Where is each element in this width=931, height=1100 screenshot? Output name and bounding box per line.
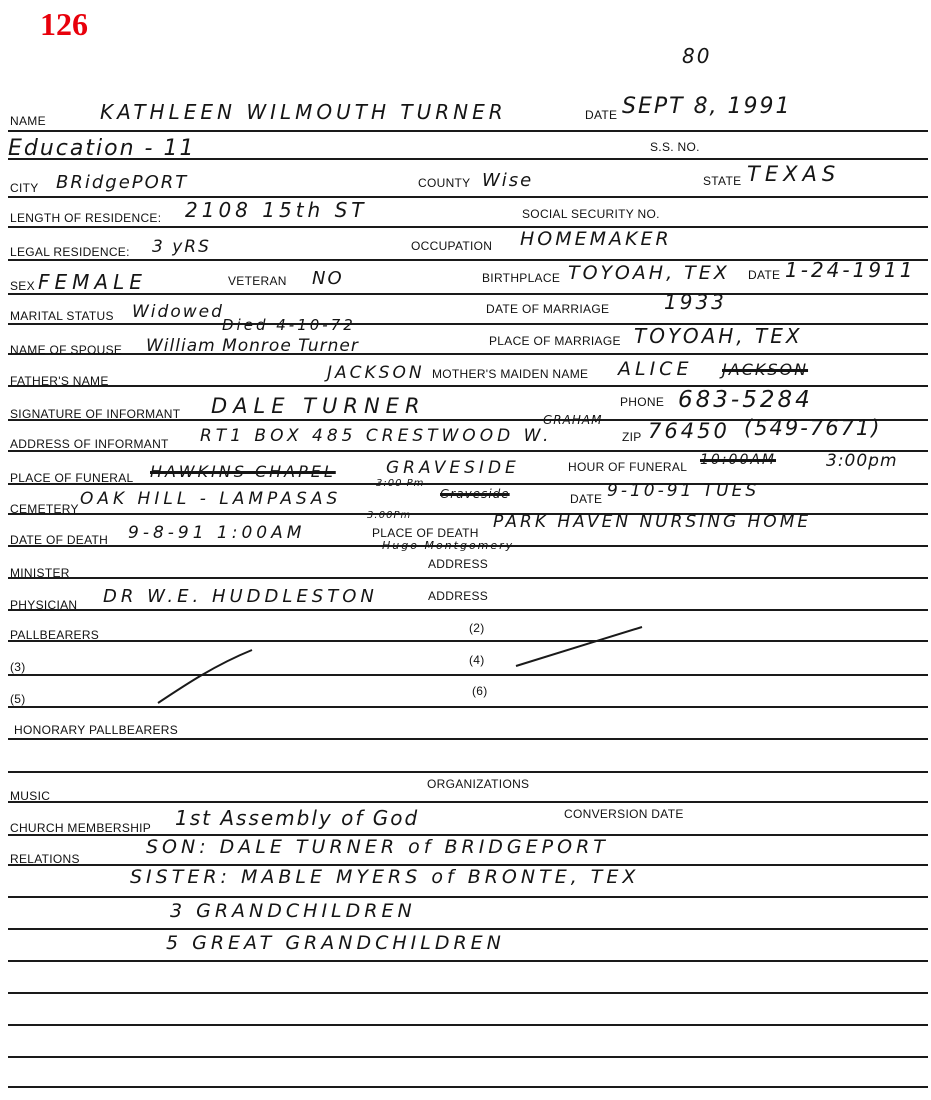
label-birthplace: BIRTHPLACE	[482, 271, 561, 285]
label-phone: PHONE	[620, 395, 665, 409]
label-social-security-no: SOCIAL SECURITY NO.	[522, 207, 660, 221]
entry-hour-of-funeral: 3:00pm	[826, 451, 898, 471]
label-hour-of-funeral: HOUR OF FUNERAL	[568, 460, 688, 474]
label-address-physician: ADDRESS	[428, 589, 489, 603]
label-address-of-informant: ADDRESS OF INFORMANT	[10, 437, 169, 451]
label-place-of-marriage: PLACE OF MARRIAGE	[489, 334, 621, 348]
entry-cemetery-time-note-2: 3:00Pm	[367, 510, 412, 521]
entry-relation-4: 5 GREAT GRANDCHILDREN	[166, 932, 505, 954]
entry-cemetery-date: 9-10-91 TUES	[607, 481, 760, 501]
label-name: NAME	[10, 114, 46, 128]
entry-education: Education - 11	[8, 136, 196, 161]
label-organizations: ORGANIZATIONS	[427, 777, 530, 791]
entry-place-of-death-note: Hugo Montgomery	[382, 539, 515, 552]
entry-place-of-marriage: TOYOAH, TEX	[634, 324, 803, 348]
page-number: 126	[40, 6, 88, 42]
label-cemetery: CEMETERY	[10, 502, 79, 516]
label-legal-residence: LEGAL RESIDENCE:	[10, 245, 130, 259]
label-county: COUNTY	[418, 176, 471, 190]
label-minister: MINISTER	[10, 566, 70, 580]
entry-place-of-funeral: GRAVESIDE	[386, 458, 520, 478]
entry-alt-phone: (549-7671)	[744, 416, 882, 440]
entry-church-membership: 1st Assembly of God	[175, 806, 420, 830]
entry-relation-1: SON: DALE TURNER of BRIDGEPORT	[146, 836, 609, 858]
label-fathers-name: FATHER'S NAME	[10, 374, 109, 388]
label-mothers-maiden-name: MOTHER'S MAIDEN NAME	[432, 367, 589, 381]
entry-date-of-death: 9-8-91 1:00AM	[128, 523, 306, 543]
label-city: CITY	[10, 181, 39, 195]
label-marital-status: MARITAL STATUS	[10, 309, 114, 323]
label-name-of-spouse: NAME OF SPOUSE	[10, 343, 123, 357]
entry-state: TEXAS	[747, 162, 841, 186]
label-pallbearer-4: (4)	[469, 653, 485, 667]
entry-city: BRidgePORT	[56, 172, 189, 193]
entry-legal-residence: 3 yRS	[152, 237, 211, 257]
entry-sex: FEMALE	[38, 270, 147, 294]
label-occupation: OCCUPATION	[411, 239, 493, 253]
label-date-of-marriage: DATE OF MARRIAGE	[486, 302, 610, 316]
entry-mothers-maiden-name-struck: JACKSON	[722, 360, 809, 379]
label-pallbearer-5: (5)	[10, 692, 26, 706]
entry-length-of-residence: 2108 15th ST	[185, 198, 368, 222]
label-veteran: VETERAN	[228, 274, 287, 288]
entry-date-of-marriage: 1933	[664, 290, 727, 314]
entry-birthplace: TOYOAH, TEX	[568, 262, 730, 284]
entry-occupation: HOMEMAKER	[520, 228, 672, 250]
label-church-membership: CHURCH MEMBERSHIP	[10, 821, 152, 835]
top-note: 80	[682, 44, 712, 68]
label-pallbearer-2: (2)	[469, 621, 485, 635]
entry-veteran: NO	[312, 268, 344, 289]
entry-address-of-informant: RT1 BOX 485 CRESTWOOD W.	[200, 426, 553, 446]
label-signature-of-informant: SIGNATURE OF INFORMANT	[10, 407, 181, 421]
label-sex: SEX	[10, 279, 35, 293]
label-relations: RELATIONS	[10, 852, 80, 866]
entry-zip: 76450	[648, 419, 730, 443]
entry-signature-of-informant: DALE TURNER	[211, 394, 426, 418]
label-honorary-pallbearers: HONORARY PALLBEARERS	[14, 723, 179, 737]
label-pallbearers: PALLBEARERS	[10, 628, 100, 642]
label-music: MUSIC	[10, 789, 51, 803]
entry-date: SEPT 8, 1991	[622, 94, 792, 119]
entry-informant-address-note: GRAHAM	[543, 413, 603, 427]
entry-cemetery-struck: Graveside	[440, 487, 510, 501]
entry-marital-status: Widowed	[132, 302, 224, 322]
entry-fathers-name: JACKSON	[327, 363, 425, 383]
entry-physician: DR W.E. HUDDLESTON	[103, 586, 378, 607]
entry-relation-2: SISTER: MABLE MYERS of BRONTE, TEX	[130, 866, 640, 888]
entry-name-of-spouse: William Monroe Turner	[146, 336, 359, 356]
label-length-of-residence: LENGTH OF RESIDENCE:	[10, 211, 162, 225]
label-birth-date: DATE	[748, 268, 781, 282]
label-date-of-death: DATE OF DEATH	[10, 533, 109, 547]
label-conversion-date: CONVERSION DATE	[564, 807, 684, 821]
label-pallbearer-6: (6)	[472, 684, 488, 698]
entry-name: KATHLEEN WILMOUTH TURNER	[100, 100, 507, 124]
entry-hour-of-funeral-struck: 10:00AM	[700, 452, 777, 468]
entry-relation-3: 3 GRANDCHILDREN	[170, 900, 416, 922]
entry-cemetery: OAK HILL - LAMPASAS	[80, 489, 342, 509]
label-place-of-death: PLACE OF DEATH	[372, 526, 479, 540]
entry-county: Wise	[482, 170, 534, 191]
label-state: STATE	[703, 174, 742, 188]
label-pallbearer-3: (3)	[10, 660, 26, 674]
label-address-minister: ADDRESS	[428, 557, 489, 571]
label-physician: PHYSICIAN	[10, 598, 78, 612]
entry-phone: 683-5284	[678, 387, 813, 413]
label-place-of-funeral: PLACE OF FUNERAL	[10, 471, 134, 485]
label-zip: ZIP	[622, 430, 642, 444]
pallbearer-strike-right	[516, 627, 642, 666]
entry-cemetery-time-note: 3:00 Pm	[376, 478, 425, 489]
label-cemetery-date: DATE	[570, 492, 603, 506]
entry-spouse-died: Died 4-10-72	[222, 316, 356, 334]
entry-birth-date: 1-24-1911	[785, 258, 916, 282]
entry-mothers-maiden-name: ALICE	[618, 358, 693, 380]
label-ss-no: S.S. NO.	[650, 140, 700, 154]
entry-place-of-death: PARK HAVEN NURSING HOME	[493, 512, 812, 532]
entry-place-of-funeral-struck: HAWKINS CHAPEL	[150, 462, 336, 481]
pallbearer-strike-left	[158, 650, 252, 703]
label-date: DATE	[585, 108, 618, 122]
